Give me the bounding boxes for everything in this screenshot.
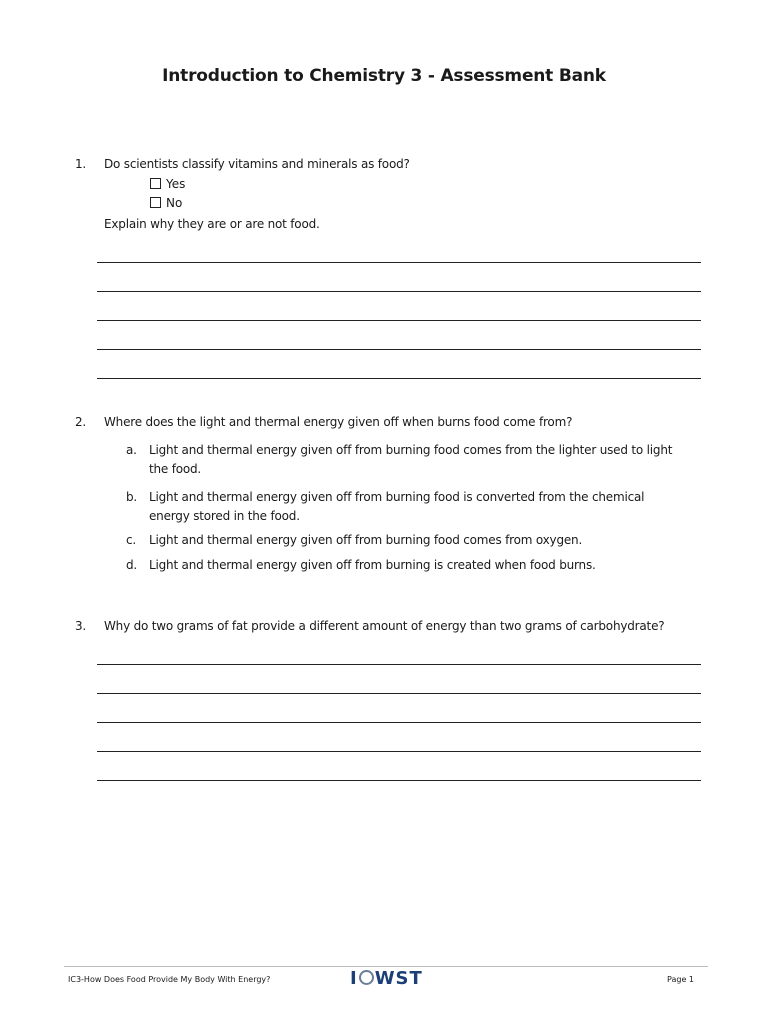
magnifier-icon (359, 970, 374, 985)
choice-c[interactable] (104, 531, 684, 551)
logo-text-right: WST (374, 968, 423, 989)
answer-line[interactable] (97, 378, 701, 379)
checkbox-icon[interactable] (150, 178, 161, 189)
logo-text-left: I (350, 968, 358, 989)
answer-line[interactable] (97, 320, 701, 321)
question-followup: Explain why they are or are not food. (104, 217, 320, 231)
iqwst-logo (350, 968, 423, 989)
choice-text: Light and thermal energy given off from burning food is converted from the chemical energy stored in the food. (149, 490, 645, 523)
checkbox-icon[interactable] (150, 197, 161, 208)
answer-line[interactable] (97, 751, 701, 752)
page-number: Page 1 (667, 975, 694, 984)
answer-line[interactable] (97, 349, 701, 350)
answer-line[interactable] (97, 291, 701, 292)
question-number: 1. (75, 157, 87, 171)
answer-line[interactable] (97, 780, 701, 781)
document-title: Introduction to Chemistry 3 - Assessment Bank (162, 66, 606, 86)
choice-text: Light and thermal energy given off from burning food comes from oxygen. (149, 533, 583, 547)
choice-text: Light and thermal energy given off from burning is created when food burns. (149, 558, 596, 572)
answer-line[interactable] (97, 262, 701, 263)
choice-d[interactable] (104, 556, 684, 576)
choice-b[interactable] (104, 488, 684, 528)
footer-unit-title: IC3-How Does Food Provide My Body With Energy? (68, 975, 271, 984)
choice-letter: d. (126, 558, 138, 572)
question-number: 3. (75, 619, 87, 633)
choice-letter: a. (126, 443, 137, 457)
choice-letter: b. (126, 490, 138, 504)
question-text: Do scientists classify vitamins and minerals as food? (104, 157, 410, 171)
answer-line[interactable] (97, 722, 701, 723)
question-text: Why do two grams of fat provide a different amount of energy than two grams of carbohydrate? (104, 619, 665, 633)
choice-text: Light and thermal energy given off from burning food comes from the lighter used to light the food. (149, 443, 673, 476)
choice-letter: c. (126, 533, 137, 547)
choice-a[interactable] (104, 441, 684, 481)
answer-line[interactable] (97, 693, 701, 694)
option-yes[interactable] (150, 177, 185, 191)
option-no[interactable] (150, 196, 182, 210)
option-label: Yes (166, 177, 186, 191)
question-text: Where does the light and thermal energy given off when burns food come from? (104, 415, 573, 429)
option-label: No (166, 196, 183, 210)
answer-line[interactable] (97, 664, 701, 665)
question-number: 2. (75, 415, 87, 429)
footer-divider (64, 966, 708, 967)
